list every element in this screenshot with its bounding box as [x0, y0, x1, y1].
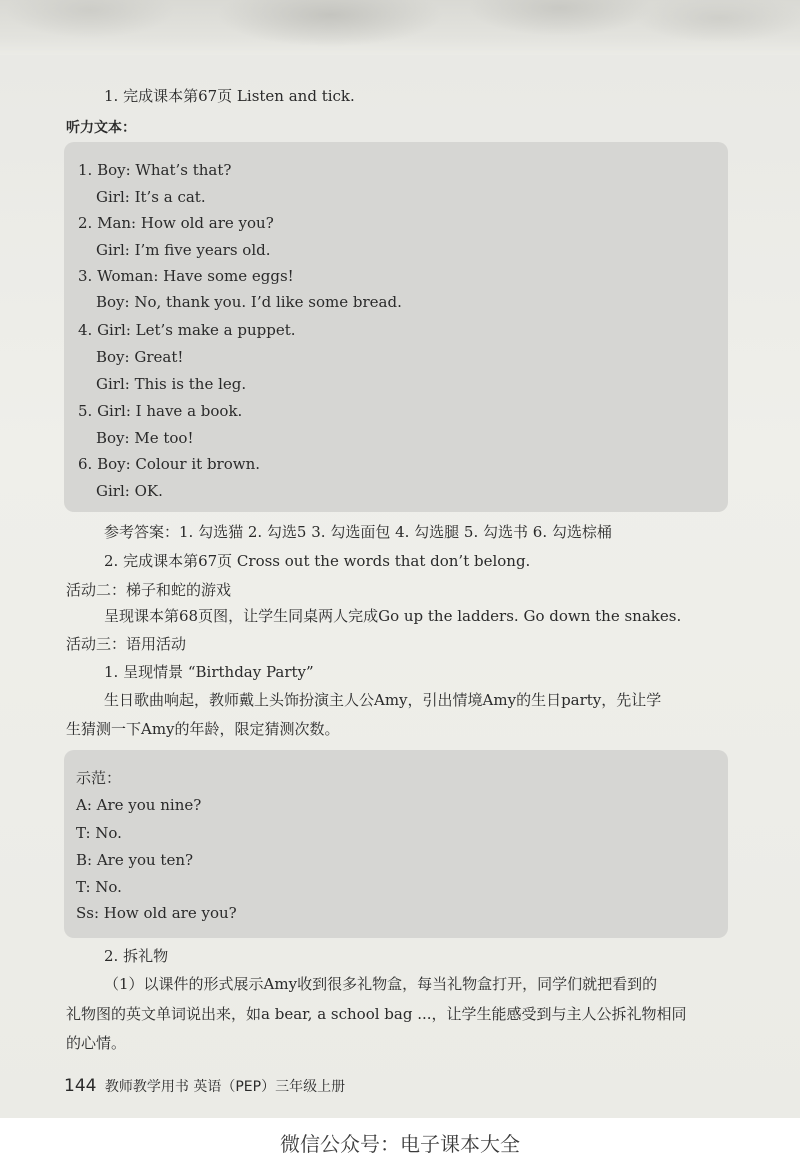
- dialogue-line: Girl: I’m five years old.: [96, 241, 271, 259]
- dialogue-line: 2. Man: How old are you?: [78, 214, 274, 232]
- decorative-header: [0, 0, 800, 55]
- dialogue-line: 3. Woman: Have some eggs!: [78, 267, 294, 285]
- book-title: 教师教学用书 英语（PEP）三年级上册: [104, 1079, 346, 1095]
- activity-2-text: 呈现课本第68页图，让学生同桌两人完成Go up the ladders. Go down the snakes.: [104, 607, 682, 625]
- demo-line: A: Are you nine?: [76, 796, 202, 814]
- demo-label: 示范：: [76, 769, 122, 787]
- dialogue-line: Boy: No, thank you. I’d like some bread.: [96, 293, 402, 311]
- dialogue-line: Boy: Me too!: [96, 429, 194, 447]
- situation-paragraph: 生猜测一下Amy的年龄，限定猜测次数。: [66, 720, 340, 738]
- page-number: 144: [64, 1076, 97, 1096]
- dialogue-line: 5. Girl: I have a book.: [78, 402, 243, 420]
- gift-paragraph: 的心情。: [66, 1034, 127, 1052]
- demo-line: B: Are you ten?: [76, 851, 194, 869]
- dialogue-line: 4. Girl: Let’s make a puppet.: [78, 321, 296, 339]
- situation-title: 1. 呈现情景 “Birthday Party”: [104, 663, 314, 681]
- demo-line: T: No.: [76, 878, 122, 896]
- dialogue-line: 1. Boy: What’s that?: [78, 161, 232, 179]
- activity-2-title: 活动二：梯子和蛇的游戏: [66, 581, 232, 599]
- task-2: 2. 完成课本第67页 Cross out the words that don’t belong.: [104, 552, 531, 570]
- gift-title: 2. 拆礼物: [104, 947, 169, 965]
- dialogue-line: 6. Boy: Colour it brown.: [78, 455, 261, 473]
- dialogue-line: Girl: OK.: [96, 482, 163, 500]
- task-1: 1. 完成课本第67页 Listen and tick.: [104, 87, 355, 105]
- gift-paragraph: 礼物图的英文单词说出来，如a bear, a school bag ...，让学生能感受到与主人公拆礼物相同: [66, 1005, 687, 1023]
- activity-3-title: 活动三：语用活动: [66, 635, 187, 653]
- dialogue-line: Girl: It’s a cat.: [96, 188, 206, 206]
- demo-line: T: No.: [76, 824, 122, 842]
- dialogue-line: Boy: Great!: [96, 348, 184, 366]
- gift-paragraph: （1）以课件的形式展示Amy收到很多礼物盒，每当礼物盒打开，同学们就把看到的: [104, 975, 658, 993]
- answer-key: 参考答案：1. 勾选猫 2. 勾选5 3. 勾选面包 4. 勾选腿 5. 勾选书 6. 勾选棕桶: [104, 523, 612, 541]
- watermark-text: 微信公众号：电子课本大全: [280, 1132, 520, 1156]
- listening-heading: 听力文本：: [66, 120, 136, 136]
- situation-paragraph: 生日歌曲响起，教师戴上头饰扮演主人公Amy，引出情境Amy的生日party，先让学: [104, 691, 662, 709]
- page-footer: [64, 1076, 345, 1096]
- demo-line: Ss: How old are you?: [76, 904, 237, 922]
- dialogue-line: Girl: This is the leg.: [96, 375, 247, 393]
